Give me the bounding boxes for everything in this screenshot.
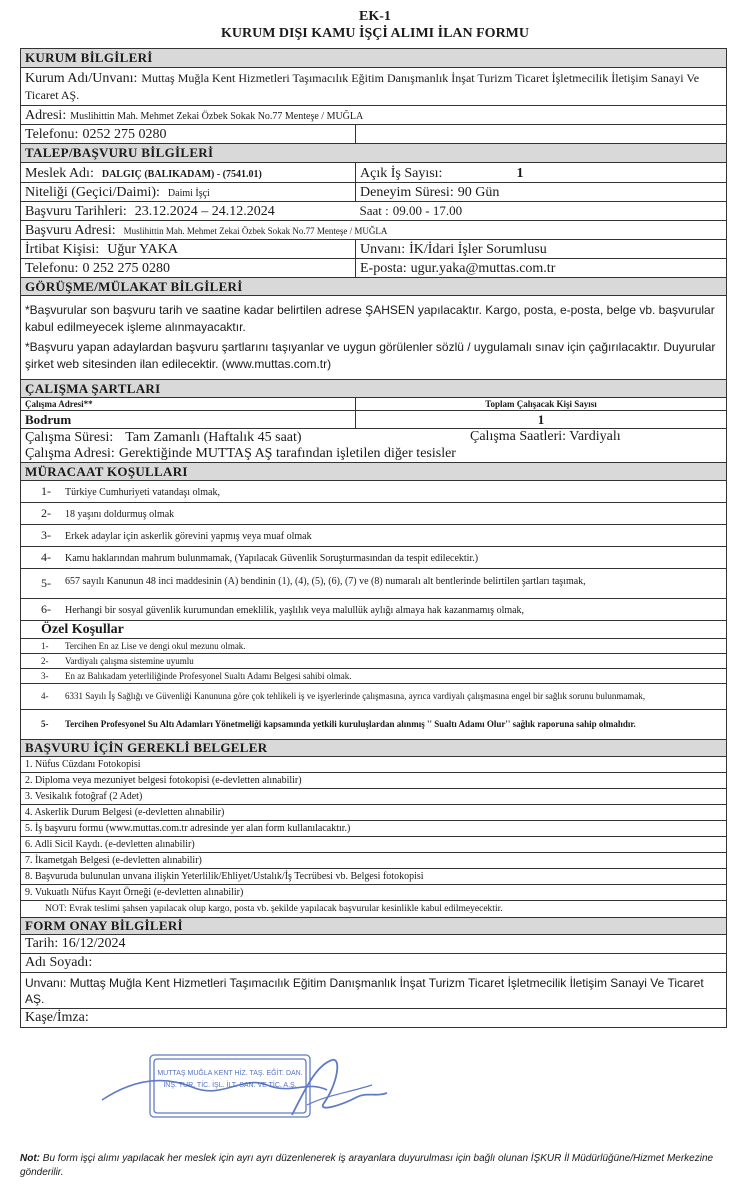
deneyim-value: 90 Gün [457, 185, 500, 200]
belge-item: 7. İkametgah Belgesi (e-devletten alınabilir) [21, 853, 727, 869]
ozel-item [21, 669, 727, 684]
ozel-num: 2- [41, 656, 49, 666]
muracaat-item [21, 503, 727, 525]
ozel-item [21, 639, 727, 654]
application-form-table [20, 48, 727, 1028]
muracaat-num: 4- [41, 550, 51, 564]
ozel-kosullar-title: Özel Koşullar [21, 621, 727, 639]
section-belgeler: BAŞVURU İÇİN GEREKLİ BELGELER [21, 740, 727, 757]
muracaat-text: 657 sayılı Kanunun 48 inci maddesinin (A) bendinin (1), (4), (5), (6), (7) ve (8) numaralı alt bentlerinde belirtilen şartları taşımak, [65, 576, 586, 587]
form-code: EK-1 [359, 9, 391, 24]
eposta-label: E-posta: [360, 261, 407, 276]
ozel-num: 3- [41, 671, 49, 681]
irtibat-tel-value: 0 252 275 0280 [82, 261, 170, 276]
meslek-value: DALGIÇ (BALIKADAM) - (7541.01) [101, 168, 262, 180]
muracaat-item [21, 569, 727, 599]
ozel-text: En az Balıkadam yeterliliğinde Profesyonel Sualtı Adamı Belgesi sahibi olmak. [65, 671, 352, 681]
calisma-sure-value: Tam Zamanlı (Haftalık 45 saat) [125, 430, 302, 445]
section-calisma: ÇALIŞMA ŞARTLARI [21, 380, 727, 398]
belge-item: 8. Başvuruda bulunulan unvana ilişkin Yeterlilik/Ehliyet/Ustalık/İş Tecrübesi vb. Belgesi fotokopisi [21, 869, 727, 885]
calisma-adres-value: Gerektiğinde MUTTAŞ AŞ tarafından işletilen diğer tesisler [118, 446, 456, 461]
muracaat-text: Herhangi bir sosyal güvenlik kurumundan emeklilik, yaşlılık veya malullük aylığı almaya hak kazanmamış olmak, [65, 605, 525, 616]
belge-item: 4. Askerlik Durum Belgesi (e-devletten alınabilir) [21, 805, 727, 821]
gorusme-paragraph-1: *Başvurular son başvuru tarih ve saatine kadar belirtilen adrese ŞAHSEN yapılacaktır. Kargo, posta, e-posta, belge vb. başvurular kabul edilmeyecek işleme alınmayacaktır. [25, 303, 715, 334]
muracaat-num: 2- [41, 506, 51, 520]
kurum-phone-value: 0252 275 0280 [82, 127, 167, 142]
saat-value: 09.00 - 17.00 [392, 203, 463, 218]
muracaat-text: Erkek adaylar için askerlik görevini yapmış veya muaf olmak [65, 531, 312, 542]
calisma-kisi-value: 1 [356, 411, 727, 429]
kurum-phone-label: Telefonu: [25, 127, 79, 142]
footnote-label: Not: [20, 1153, 40, 1164]
kurum-name-value: Muttaş Muğla Kent Hizmetleri Taşımacılık Eğitim Danışmanlık İnşat Turizm Ticaret İşletmecilik İletişim Sanayi Ve Ticaret AŞ. [25, 71, 700, 102]
muracaat-item [21, 481, 727, 503]
calisma-saat-value: Vardiyalı [569, 429, 621, 444]
ozel-num: 4- [41, 691, 49, 701]
basvuru-adres-label: Başvuru Adresi: [25, 223, 116, 238]
ozel-text: Vardiyalı çalışma sistemine uyumlu [65, 656, 194, 666]
meslek-label: Meslek Adı: [25, 165, 94, 181]
ozel-item [21, 710, 727, 740]
eposta-value: ugur.yaka@muttas.com.tr [410, 261, 556, 276]
ozel-item [21, 684, 727, 710]
ozel-text: Tercihen Profesyonel Su Altı Adamları Yönetmeliği kapsamında yetkili kuruluşlardan alınmış '' Sualtı Adamı Olur'' sağlık raporuna sahip olmalıdır. [65, 719, 636, 729]
onay-unvan: Unvanı: Muttaş Muğla Kent Hizmetleri Taşımacılık Eğitim Danışmanlık İnşat Turizm Ticaret İşletmecilik İletişim Sanayi Ve Ticaret AŞ. [21, 973, 727, 1009]
ozel-num: 5- [41, 719, 49, 729]
section-kurum: KURUM BİLGİLERİ [21, 49, 727, 68]
irtibat-tel-label: Telefonu: [25, 261, 79, 276]
nitelik-label: Niteliği (Geçici/Daimi): [25, 185, 160, 200]
muracaat-item [21, 547, 727, 569]
muracaat-num: 3- [41, 528, 51, 542]
calisma-saat-label: Çalışma Saatleri: [470, 429, 567, 444]
section-gorusme: GÖRÜŞME/MÜLAKAT BİLGİLERİ [21, 278, 727, 296]
belge-item: 5. İş başvuru formu (www.muttas.com.tr adresinde yer alan form kullanılacaktır.) [21, 821, 727, 837]
section-talep: TALEP/BAŞVURU BİLGİLERİ [21, 144, 727, 163]
muracaat-text: Türkiye Cumhuriyeti vatandaşı olmak, [65, 487, 220, 498]
ozel-text: Tercihen En az Lise ve dengi okul mezunu olmak. [65, 641, 246, 651]
calisma-sure-label: Çalışma Süresi: [25, 430, 114, 445]
muracaat-num: 5- [41, 576, 51, 590]
basvuru-tarih-label: Başvuru Tarihleri: [25, 204, 127, 219]
unvan-label: Unvanı: [360, 242, 406, 257]
calisma-col-address: Çalışma Adresi** [21, 398, 356, 411]
calisma-adres-label: Çalışma Adresi: [25, 446, 115, 461]
section-muracaat: MÜRACAAT KOŞULLARI [21, 463, 727, 481]
form-title: KURUM DIŞI KAMU İŞÇİ ALIMI İLAN FORMU [220, 26, 529, 41]
belge-item: 1. Nüfus Cüzdanı Fotokopisi [21, 757, 727, 773]
muracaat-item [21, 525, 727, 547]
section-onay: FORM ONAY BİLGİLERİ [21, 918, 727, 935]
saat-label: Saat : [359, 203, 389, 218]
belge-item: 9. Vukuatlı Nüfus Kayıt Örneği (e-devletten alınabilir) [21, 885, 727, 901]
deneyim-label: Deneyim Süresi: [360, 185, 454, 200]
acik-is-value: 1 [516, 165, 524, 181]
onay-tarih: Tarih: 16/12/2024 [21, 935, 727, 954]
footnote-text: Bu form işçi alımı yapılacak her meslek için ayrı ayrı düzenlenerek iş arayanlara duyurulması için bağlı olunan İŞKUR İl Müdürlüğüne/Hizmet Merkezine gönderilir. [20, 1153, 714, 1178]
ozel-num: 1- [41, 641, 49, 651]
onay-adsoyad: Adı Soyadı: [21, 954, 727, 973]
belgeler-not: NOT: Evrak teslimi şahsen yapılacak olup kargo, posta vb. şekilde yapılacak başvurular kesinlikle kabul edilmeyecektir. [21, 901, 727, 918]
kurum-address-value: Muslihittin Mah. Mehmet Zekai Özbek Sokak No.77 Menteşe / MUĞLA [70, 111, 364, 122]
stamp-text-line1: MUTTAŞ MUĞLA KENT HİZ. TAŞ. EĞİT. DAN. [157, 1070, 303, 1077]
stamp-text-line2: İNŞ. TUR. TİC. İŞL. İLT. SAN. VE TİC. A.Ş. [163, 1082, 297, 1089]
kurum-address-label: Adresi: [25, 108, 67, 123]
basvuru-tarih-value: 23.12.2024 – 24.12.2024 [134, 204, 275, 219]
belge-item: 2. Diploma veya mezuniyet belgesi fotokopisi (e-devletten alınabilir) [21, 773, 727, 789]
belge-item: 3. Vesikalık fotoğraf (2 Adet) [21, 789, 727, 805]
muracaat-text: 18 yaşını doldurmuş olmak [65, 509, 175, 520]
ozel-text: 6331 Sayılı İş Sağlığı ve Güvenliği Kanununa göre çok tehlikeli iş ve işyerlerinde çalışmasına, ayrıca vardiyalı çalışmasına engel bir sağlık sorunu bulunmamak, [65, 691, 646, 701]
ozel-item [21, 654, 727, 669]
calisma-yer-value: Bodrum [21, 411, 356, 429]
muracaat-num: 1- [41, 484, 51, 498]
irtibat-value: Uğur YAKA [107, 242, 178, 257]
unvan-value: İK/İdari İşler Sorumlusu [409, 242, 547, 257]
footnote [20, 1152, 726, 1180]
acik-is-label: Açık İş Sayısı: [360, 165, 443, 181]
onay-kase-imza: Kaşe/İmza: [21, 1009, 727, 1028]
kurum-name-label: Kurum Adı/Unvanı: [25, 71, 138, 86]
calisma-col-count: Toplam Çalışacak Kişi Sayısı [356, 398, 727, 411]
company-stamp-signature [92, 1045, 392, 1130]
basvuru-adres-value: Muslihittin Mah. Mehmet Zekai Özbek Sokak No.77 Menteşe / MUĞLA [123, 226, 388, 236]
belge-item: 6. Adli Sicil Kaydı. (e-devletten alınabilir) [21, 837, 727, 853]
irtibat-label: İrtibat Kişisi: [25, 242, 100, 257]
muracaat-num: 6- [41, 602, 51, 616]
gorusme-paragraph-2: *Başvuru yapan adaylardan başvuru şartlarını taşıyanlar ve uygun görülenler sözlü / uygulamalı sınav için çağırılacaktır. Duyurular şirket web sitesinden ilan edilecektir. (www.muttas.com.tr) [25, 340, 716, 371]
muracaat-item [21, 599, 727, 621]
muracaat-text: Kamu haklarından mahrum bulunmamak, (Yapılacak Güvenlik Soruşturmasından da tespit edilecektir.) [65, 553, 479, 564]
nitelik-value: Daimi İşçi [167, 188, 210, 199]
